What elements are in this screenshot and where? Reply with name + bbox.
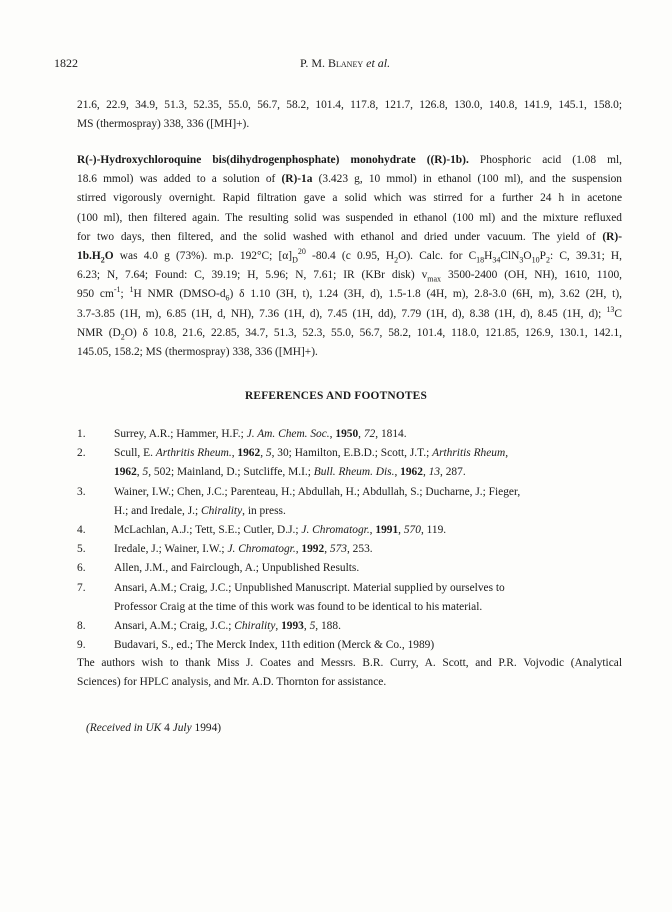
reference-7: 7. Ansari, A.M.; Craig, J.C.; Unpublished Manuscript. Material supplied by ourselves to Professor Craig at the time of this work was found to be identical to his material. bbox=[77, 581, 505, 613]
author-initials: P. M. bbox=[300, 56, 329, 70]
acknowledgements bbox=[77, 654, 622, 692]
page-number: 1822 bbox=[54, 56, 78, 70]
continuation-paragraph bbox=[77, 96, 622, 134]
references-heading: REFERENCES AND FOOTNOTES bbox=[244, 390, 428, 402]
compound-line-9: 3.7-3.85 (1H, m), 6.85 (1H, d, NH), 7.36 (1H, d), 7.45 (1H, dd), 7.79 (1H, d), 8.38 (1H, d), 8.45 (1H, d); $^{13}$C bbox=[77, 304, 622, 320]
received-note: (Received in UK 4 July 1994) bbox=[86, 722, 222, 734]
compound-paragraph bbox=[77, 151, 622, 362]
reference-5: 5. Iredale, J.; Wainer, I.W.; J. Chromatogr., 1992, 573, 253. bbox=[77, 543, 373, 556]
compound-title: R(-)-Hydroxychloroquine bis(dihydrogenphosphate) monohydrate ((R)-1b). bbox=[77, 154, 469, 166]
compound-line-4: (100 ml), then filtered again. The resulting solid was suspended in ethanol (100 ml) and the mixture refluxed bbox=[77, 211, 622, 224]
continuation-line-1: 21.6, 22.9, 34.9, 51.3, 52.35, 55.0, 56.7, 58.2, 101.4, 117.8, 121.7, 126.8, 130.0, 140.8, 141.9, 145.1, 158.0; bbox=[77, 99, 622, 111]
compound-line-1: R(-)-Hydroxychloroquine bis(dihydrogenphosphate) monohydrate ((R)-1b). Phosphoric acid (1.08 ml, bbox=[77, 154, 622, 166]
continuation-line-2: MS (thermospray) 338, 336 ([MH]+). bbox=[77, 118, 250, 131]
acknowledgements-line-2: Sciences) for HPLC analysis, and Mr. A.D. Thornton for assistance. bbox=[77, 676, 387, 689]
compound-line-6: $1b.H_2O$ was 4.0 g (73%). m.p. 192°C; $[\alpha]_D^{20}$ -80.4 (c 0.95, $H_2O$). Calc. for $C_{18}H_{34}ClN_3O_{10}P_2$: C, 39.31; H, bbox=[77, 247, 622, 265]
reference-9: 9. Budavari, S., ed.; The Merck Index, 11th edition (Merck & Co., 1989) bbox=[77, 639, 435, 652]
et-al: et al. bbox=[366, 56, 391, 70]
compound-line-3: stirred vigorously overnight. Rapid filtration gave a solid which was stirred for a further 24 h in acetone bbox=[77, 192, 622, 205]
author-surname: Blaney bbox=[328, 56, 364, 70]
compound-line-8: 950 $cm^{-1}$; $^1$H NMR $(DMSO-d_6)$ δ 1.10 (3H, t), 1.24 (3H, d), 1.5-1.8 (4H, m), 2.8-3.0 (6H, m), 3.62 (2H, t), bbox=[77, 285, 622, 303]
reference-1: 1. Surrey, A.R.; Hammer, H.F.; J. Am. Chem. Soc., 1950, 72, 1814. bbox=[77, 428, 407, 440]
compound-line-5: for two days, then filtered, and the solid washed with ethanol and dried under vacuum. The yield of (R)- bbox=[77, 230, 622, 243]
reference-6: 6. Allen, J.M., and Fairclough, A.; Unpublished Results. bbox=[77, 562, 360, 575]
reference-4: 4. McLachlan, A.J.; Tett, S.E.; Cutler, D.J.; J. Chromatogr., 1991, 570, 119. bbox=[77, 524, 447, 537]
compound-line-11: 145.05, 158.2; MS (thermospray) 338, 336 ([MH]+). bbox=[77, 346, 318, 359]
references-list bbox=[77, 425, 622, 655]
acknowledgements-line-1: The authors wish to thank Miss J. Coates and Messrs. B.R. Curry, A. Scott, and P.R. Vojvodic (Analytical bbox=[77, 657, 622, 669]
compound-line-10: NMR $(D_2O)$ δ 10.8, 21.6, 22.85, 34.7, 51.3, 52.3, 55.0, 56.7, 58.2, 101.4, 118.0, 121.85, 126.9, 130.1, 142.1, bbox=[77, 326, 622, 342]
running-head bbox=[300, 56, 390, 71]
compound-line-7: 6.23; N, 7.64; Found: C, 39.19; H, 5.96; N, 7.61; IR (KBr disk) $v_{max}$ 3500-2400 (OH, NH), 1610, 1100, bbox=[77, 269, 622, 284]
reference-3: 3. Wainer, I.W.; Chen, J.C.; Parenteau, H.; Abdullah, H.; Abdullah, S.; Ducharne, J.; Fieger, H.; and Iredale, J.; Chirality, in press. bbox=[77, 485, 521, 517]
reference-8: 8. Ansari, A.M.; Craig, J.C.; Chirality, 1993, 5, 188. bbox=[77, 620, 341, 633]
compound-line-2: 18.6 mmol) was added to a solution of (R)-1a (3.423 g, 10 mmol) in ethanol (100 ml), and the suspension bbox=[77, 173, 622, 186]
reference-2: 2. Scull, E. Arthritis Rheum., 1962, 5, 30; Hamilton, E.B.D.; Scott, J.T.; Arthritis Rheum, 1962, 5, 502; Mainland, D.; Sutcliffe, M.I.; Bull. Rheum. Dis., 1962, 13, 287. bbox=[77, 447, 509, 479]
